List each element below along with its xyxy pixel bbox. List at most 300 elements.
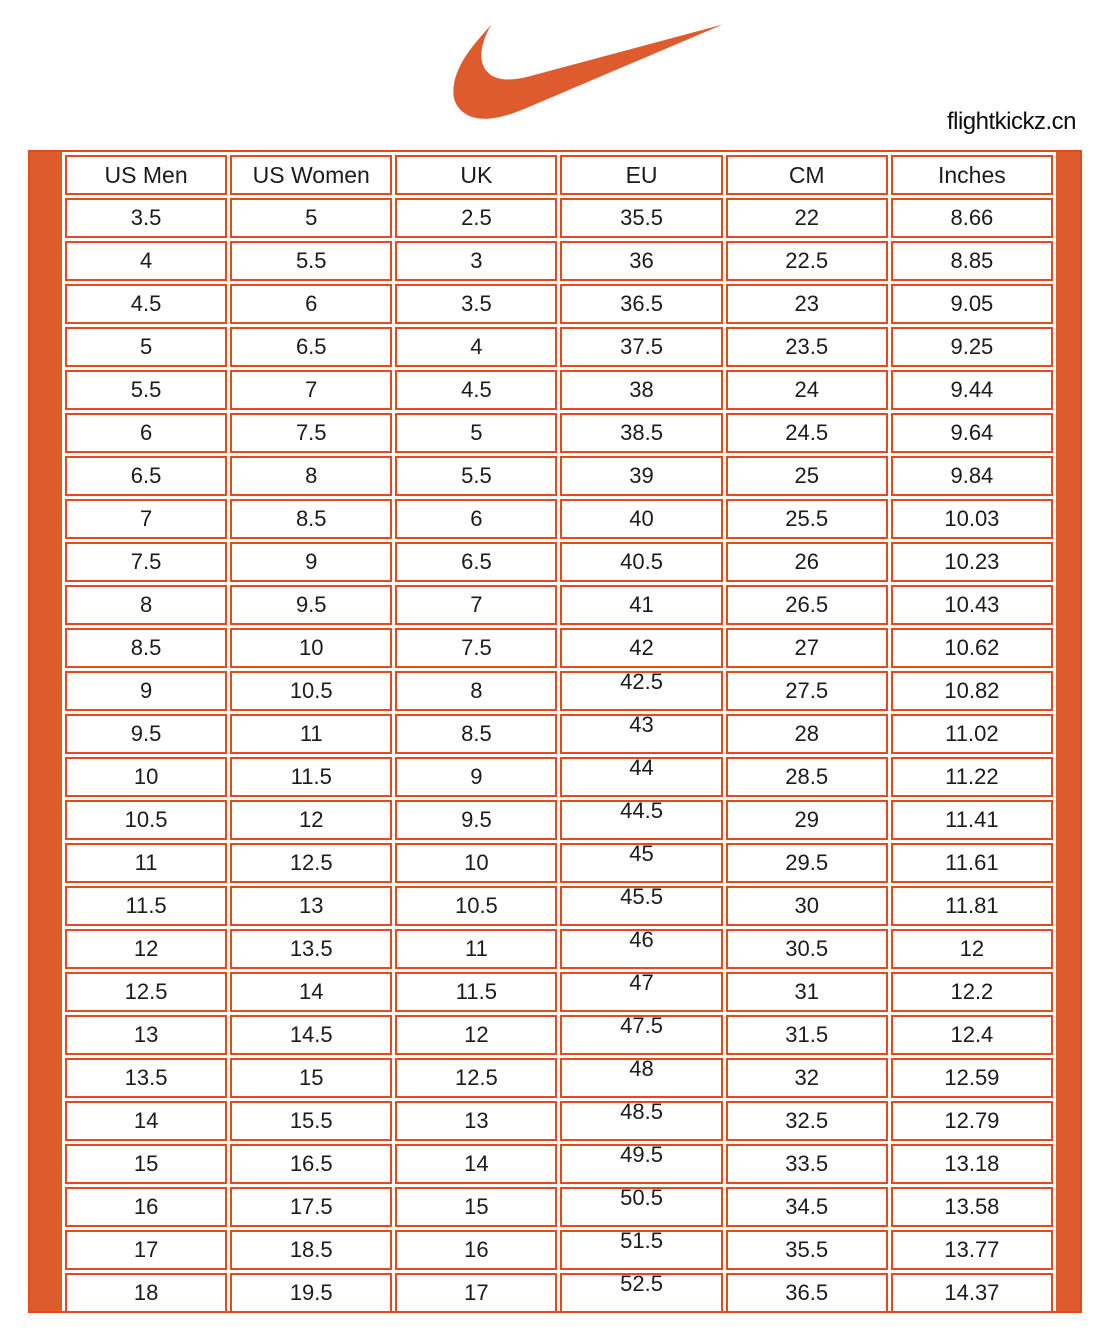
table-cell [891,671,1053,711]
table-cell [560,413,722,453]
cell-value: 8 [470,678,483,703]
cell-value: 45 [629,841,654,866]
cell-value: 38.5 [620,420,663,445]
cell-value: 9 [139,678,153,703]
cell-value: 11.5 [455,979,497,1004]
table-cell [560,327,722,367]
table-cell [726,628,888,668]
table-cell [726,1101,888,1141]
cell-value: 8.5 [295,506,327,531]
cell-value: 17.5 [289,1194,333,1219]
cell-value: 36 [629,248,654,273]
table-row [65,1101,1053,1141]
table-row [65,929,1053,969]
cell-value: 7.5 [130,549,162,574]
table-cell [230,1187,392,1227]
table-cell [891,1273,1053,1313]
cell-value: 10.5 [124,807,168,832]
table-cell [560,585,722,625]
right-accent-bar [1056,152,1080,1311]
cell-value: 11.61 [945,850,999,875]
table-cell [891,370,1053,410]
cell-value: 13.5 [289,936,333,961]
cell-value: 9 [305,549,318,574]
table-cell [891,628,1053,668]
table-row [65,886,1053,926]
table-cell [891,198,1053,238]
table-cell [726,499,888,539]
table-cell [891,413,1053,453]
column-header-cm: CM [726,155,888,195]
cell-value: 12.59 [944,1065,1000,1090]
table-cell [230,585,392,625]
table-cell [395,800,557,840]
cell-value: 10 [464,850,489,875]
cell-value: 24 [794,377,819,402]
cell-value: 50.5 [620,1185,663,1210]
cell-value: 49.5 [620,1142,663,1167]
cell-value: 31.5 [785,1022,829,1047]
table-cell [230,1058,392,1098]
cell-value: 11.41 [945,807,999,832]
table-cell [230,1144,392,1184]
cell-value: 16.5 [289,1151,333,1176]
cell-value: 9.5 [461,807,492,832]
cell-value: 9.64 [950,420,994,445]
cell-value: 2.5 [461,205,492,230]
table-row [65,843,1053,883]
table-cell [726,327,888,367]
cell-value: 6 [305,291,318,316]
cell-value: 15.5 [289,1108,333,1133]
table-cell [65,843,227,883]
table-cell [560,671,722,711]
cell-value: 10 [133,764,159,789]
cell-value: 8 [305,463,318,488]
table-cell [395,456,557,496]
table-cell [891,714,1053,754]
table-cell [395,843,557,883]
table-cell [65,929,227,969]
table-cell [395,929,557,969]
table-cell [726,198,888,238]
cell-value: 11.5 [290,764,332,789]
table-cell [395,1058,557,1098]
cell-value: 4.5 [461,377,492,402]
cell-value: 6.5 [130,463,162,488]
cell-value: 17 [133,1237,159,1262]
table-cell [395,1144,557,1184]
cell-value: 16 [464,1237,489,1262]
cell-value: 9.84 [950,463,994,488]
table-cell [65,542,227,582]
cell-value: 35.5 [785,1237,829,1262]
table-cell [891,1058,1053,1098]
table-cell [395,241,557,281]
table-row [65,284,1053,324]
table-cell [726,929,888,969]
column-header-inches: Inches [891,155,1053,195]
cell-value: 5.5 [130,377,162,402]
table-cell [395,284,557,324]
cell-value: 28.5 [785,764,829,789]
cell-value: 36.5 [785,1280,829,1305]
table-cell [726,542,888,582]
cell-value: 10.5 [454,893,498,918]
table-cell [891,284,1053,324]
cell-value: 8.5 [461,721,492,746]
table-cell [65,757,227,797]
column-header-us-women: US Women [230,155,392,195]
table-cell [560,800,722,840]
table-cell [65,241,227,281]
table-cell [726,1015,888,1055]
cell-value: 52.5 [620,1271,663,1296]
table-cell [65,1273,227,1313]
cell-value: 13 [464,1108,489,1133]
cell-value: 13.58 [944,1194,1000,1219]
table-cell [560,929,722,969]
table-cell [65,886,227,926]
cell-value: 3.5 [130,205,162,230]
cell-value: 40.5 [620,549,663,574]
cell-value: 32.5 [785,1108,829,1133]
cell-value: 4.5 [130,291,162,316]
table-cell [891,757,1053,797]
cell-value: 11.81 [945,893,999,918]
cell-value: 47.5 [620,1013,663,1038]
cell-value: 46 [629,927,654,952]
table-cell [726,886,888,926]
table-cell [395,370,557,410]
table-cell [230,671,392,711]
table-cell [726,1230,888,1270]
cell-value: 9.25 [950,334,994,359]
table-cell [65,1230,227,1270]
cell-value: 11.22 [945,764,999,789]
cell-value: 15 [298,1065,324,1090]
table-row [65,499,1053,539]
table-cell [891,1187,1053,1227]
table-cell [560,1230,722,1270]
size-chart [28,150,1082,1313]
cell-value: 10.82 [944,678,1000,703]
cell-value: 11 [134,850,158,875]
table-cell [726,1273,888,1313]
table-cell [726,843,888,883]
table-cell [65,499,227,539]
cell-value: 28 [794,721,819,746]
cell-value: 14.37 [944,1280,1000,1305]
cell-value: 26.5 [785,592,829,617]
cell-value: 23 [794,291,819,316]
table-cell [230,929,392,969]
table-cell [891,800,1053,840]
table-cell [560,241,722,281]
table-cell [230,714,392,754]
table-cell [65,1058,227,1098]
cell-value: 14 [464,1151,489,1176]
table-row [65,585,1053,625]
cell-value: 25.5 [785,506,829,531]
table-row [65,198,1053,238]
table-row [65,1187,1053,1227]
cell-value: 12 [464,1022,489,1047]
table-cell [395,542,557,582]
cell-value: 11 [464,936,488,961]
cell-value: 15 [464,1194,489,1219]
table-cell [726,972,888,1012]
cell-value: 5 [305,205,318,230]
cell-value: 12 [959,936,985,961]
cell-value: 24.5 [785,420,829,445]
cell-value: 8.85 [950,248,994,273]
table-cell [891,886,1053,926]
table-row [65,370,1053,410]
cell-value: 6 [470,506,483,531]
table-cell [891,499,1053,539]
table-cell [395,327,557,367]
cell-value: 35.5 [620,205,663,230]
cell-value: 48 [629,1056,654,1081]
table-cell [395,757,557,797]
table-row [65,972,1053,1012]
table-cell [726,456,888,496]
table-row [65,413,1053,453]
table-cell [230,628,392,668]
table-cell [395,198,557,238]
table-cell [726,1187,888,1227]
cell-value: 8.5 [130,635,162,660]
cell-value: 9.5 [295,592,327,617]
table-cell [560,370,722,410]
cell-value: 6 [139,420,153,445]
cell-value: 36.5 [620,291,663,316]
table-cell [230,972,392,1012]
cell-value: 33.5 [785,1151,829,1176]
cell-value: 7.5 [295,420,327,445]
cell-value: 13.5 [124,1065,168,1090]
cell-value: 9.44 [950,377,994,402]
cell-value: 22 [794,205,819,230]
cell-value: 10 [298,635,324,660]
table-cell [65,370,227,410]
cell-value: 17 [464,1280,489,1305]
table-cell [230,800,392,840]
table-cell [230,327,392,367]
cell-value: 18.5 [289,1237,333,1262]
cell-value: 13 [133,1022,159,1047]
table-cell [65,327,227,367]
table-cell [65,714,227,754]
cell-value: 19.5 [289,1280,333,1305]
table-cell [560,714,722,754]
table-cell [726,671,888,711]
table-cell [230,1101,392,1141]
table-cell [891,843,1053,883]
table-cell [560,843,722,883]
table-cell [65,1144,227,1184]
table-cell [560,628,722,668]
table-cell [560,198,722,238]
cell-value: 29.5 [785,850,829,875]
cell-value: 7 [470,592,483,617]
cell-value: 5 [139,334,153,359]
table-cell [560,456,722,496]
cell-value: 10.43 [944,592,1000,617]
table-row [65,800,1053,840]
cell-value: 14 [133,1108,159,1133]
cell-value: 12 [298,807,324,832]
cell-value: 47 [629,970,654,995]
table-cell [560,972,722,1012]
cell-value: 3 [470,248,483,273]
cell-value: 7 [139,506,153,531]
cell-value: 4 [139,248,153,273]
cell-value: 30.5 [785,936,829,961]
cell-value: 45.5 [620,884,663,909]
table-cell [230,757,392,797]
cell-value: 5.5 [461,463,492,488]
table-cell [395,499,557,539]
table-cell [560,1101,722,1141]
left-accent-bar [30,152,62,1311]
cell-value: 13 [298,893,324,918]
cell-value: 30 [794,893,819,918]
cell-value: 7.5 [461,635,492,660]
table-cell [65,1015,227,1055]
cell-value: 11 [299,721,323,746]
table-cell [230,413,392,453]
cell-value: 12 [133,936,159,961]
table-cell [891,585,1053,625]
cell-value: 37.5 [620,334,663,359]
table-cell [395,1187,557,1227]
table-cell [395,413,557,453]
cell-value: 23.5 [785,334,829,359]
table-cell [65,413,227,453]
cell-value: 14.5 [289,1022,333,1047]
column-header-us-men: US Men [65,155,227,195]
cell-value: 9 [470,764,483,789]
table-cell [65,456,227,496]
table-row [65,1273,1053,1313]
table-cell [560,1273,722,1313]
table-cell [891,241,1053,281]
table-cell [891,1144,1053,1184]
cell-value: 13.18 [944,1151,1000,1176]
cell-value: 9.05 [950,291,994,316]
table-cell [230,1230,392,1270]
table-cell [230,886,392,926]
table-cell [230,456,392,496]
table-cell [891,1101,1053,1141]
table-cell [891,972,1053,1012]
cell-value: 29 [794,807,819,832]
table-cell [891,1230,1053,1270]
table-cell [891,327,1053,367]
watermark-text: flightkickz.cn [946,108,1076,135]
cell-value: 27.5 [785,678,829,703]
table-cell [65,800,227,840]
cell-value: 26 [794,549,819,574]
cell-value: 18 [133,1280,159,1305]
table-row [65,1058,1053,1098]
cell-value: 41 [629,592,654,617]
table-cell [65,585,227,625]
cell-value: 27 [794,635,819,660]
table-cell [726,1058,888,1098]
table-cell [560,757,722,797]
table-row [65,1230,1053,1270]
table-row [65,542,1053,582]
cell-value: 39 [629,463,654,488]
cell-value: 10.62 [944,635,1000,660]
table-cell [230,499,392,539]
cell-value: 42.5 [620,669,663,694]
cell-value: 6.5 [461,549,492,574]
cell-value: 3.5 [461,291,492,316]
cell-value: 38 [629,377,654,402]
table-cell [65,671,227,711]
table-cell [560,284,722,324]
table-cell [726,585,888,625]
table-cell [65,284,227,324]
table-cell [230,241,392,281]
cell-value: 4 [470,334,483,359]
table-cell [395,628,557,668]
cell-value: 15 [133,1151,159,1176]
table-cell [560,499,722,539]
cell-value: 43 [629,712,654,737]
cell-value: 42 [629,635,654,660]
table-cell [726,714,888,754]
cell-value: 25 [794,463,819,488]
table-cell [560,1058,722,1098]
cell-value: 51.5 [620,1228,663,1253]
table-row [65,327,1053,367]
table-cell [395,585,557,625]
table-cell [230,1015,392,1055]
table-cell [65,628,227,668]
table-cell [230,198,392,238]
cell-value: 14 [298,979,324,1004]
cell-value: 7 [305,377,318,402]
table-cell [891,929,1053,969]
table-cell [560,886,722,926]
table-cell [891,456,1053,496]
table-cell [560,1015,722,1055]
table-row [65,1015,1053,1055]
cell-value: 34.5 [785,1194,829,1219]
table-row [65,714,1053,754]
table-row [65,241,1053,281]
table-cell [230,843,392,883]
cell-value: 32 [794,1065,819,1090]
cell-value: 40 [629,506,654,531]
table-cell [230,284,392,324]
table-cell [65,1101,227,1141]
table-cell [891,1015,1053,1055]
cell-value: 5.5 [295,248,327,273]
header-row [65,155,1053,195]
cell-value: 12.5 [454,1065,498,1090]
table-cell [230,1273,392,1313]
table-cell [395,714,557,754]
table-cell [726,1144,888,1184]
table-cell [395,1230,557,1270]
table-cell [726,800,888,840]
